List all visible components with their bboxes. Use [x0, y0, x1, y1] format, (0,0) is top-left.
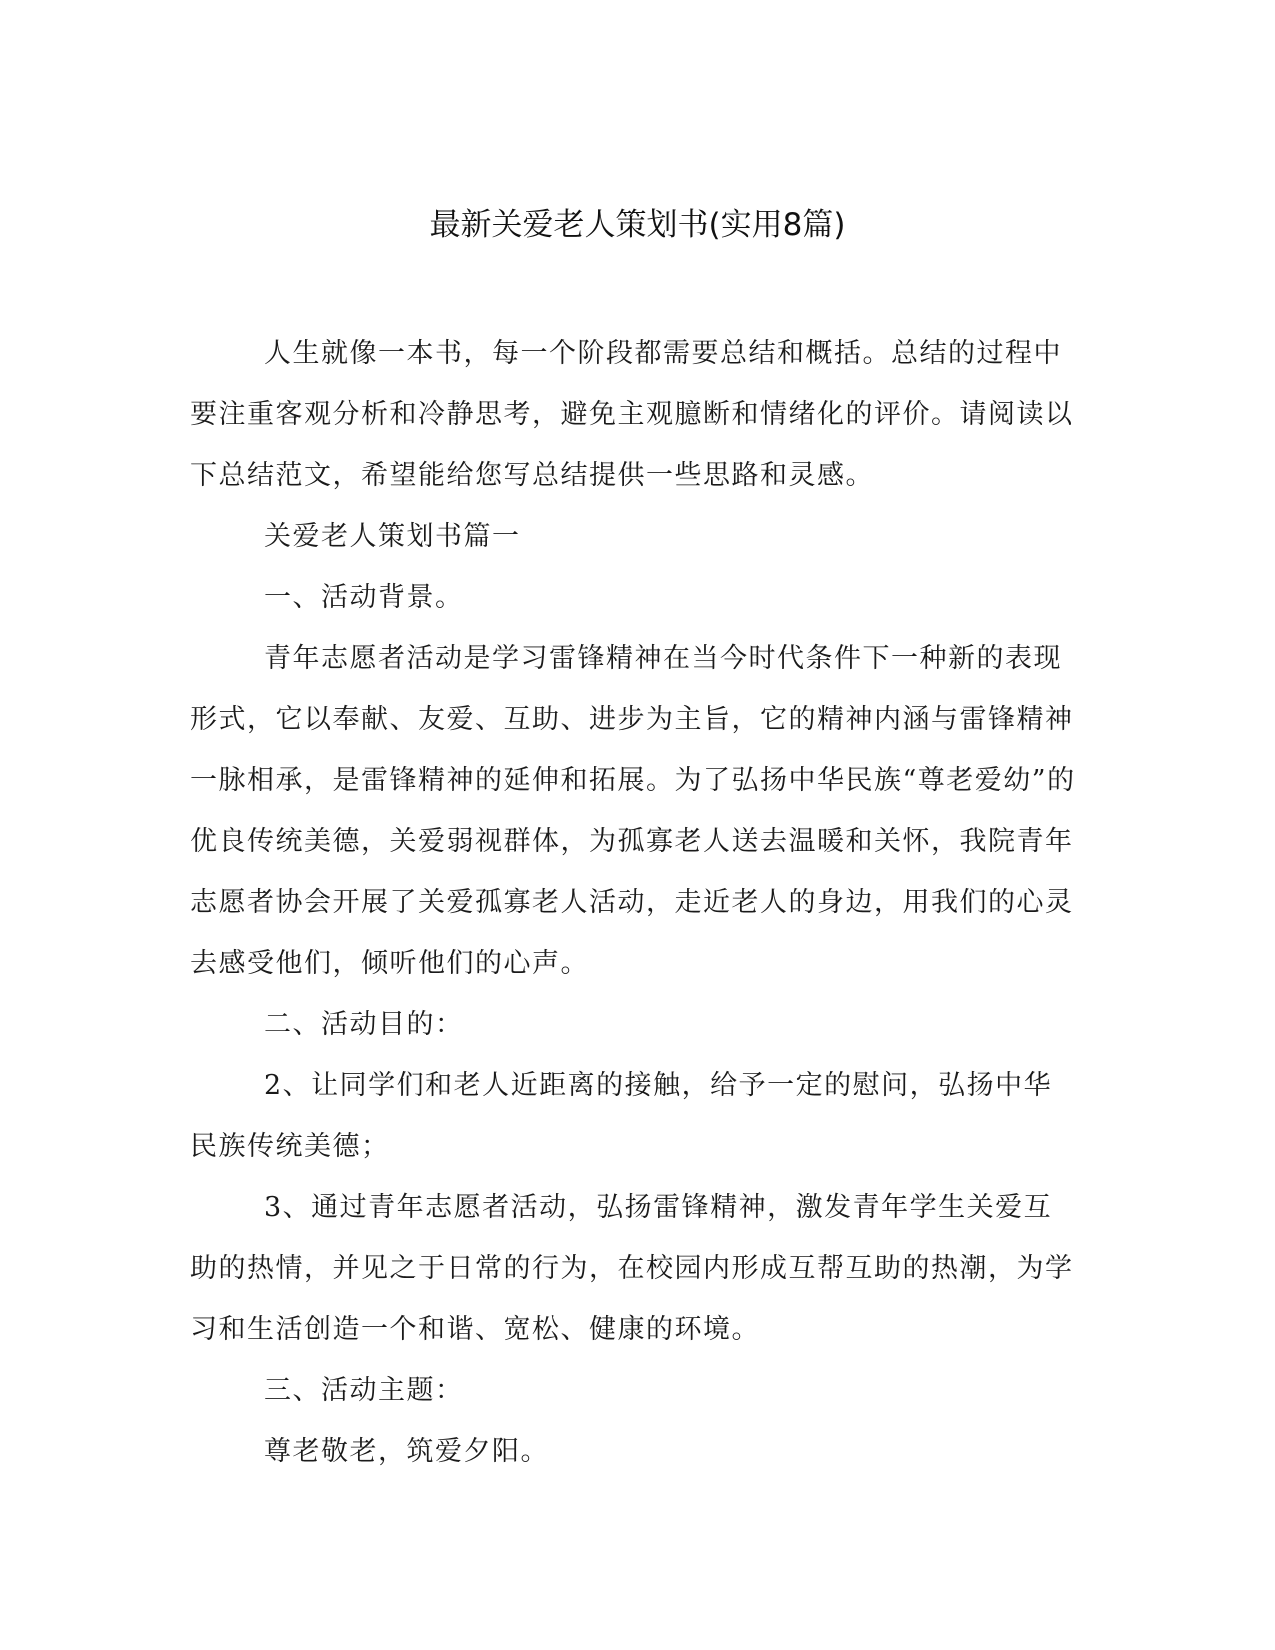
heading-activity-purpose: 二、活动目的： — [264, 1009, 464, 1040]
background-paragraph: 青年志愿者活动是学习雷锋精神在当今时代条件下一种新的表现形式，它以奉献、友爱、互助、进步为主旨，它的精神内涵与雷锋精神一脉相承，是雷锋精神的延伸和拓展。为了弘扬中华民族“尊老爱幼”的优良传统美德，关爱弱视群体，为孤寡老人送去温暖和关怀，我院青年志愿者协会开展了关爱孤寡老人活动，走近老人的身边，用我们的心灵去感受他们，倾听他们的心声。 — [190, 643, 1076, 979]
document-title: 最新关爱老人策划书(实用8篇) — [429, 207, 846, 243]
purpose-item-2: 2、让同学们和老人近距离的接触，给予一定的慰问，弘扬中华民族传统美德； — [190, 1070, 1053, 1162]
section-heading-part-one: 关爱老人策划书篇一 — [264, 521, 521, 552]
heading-activity-theme: 三、活动主题： — [264, 1375, 464, 1406]
document-body — [190, 323, 1080, 1482]
intro-paragraph: 人生就像一本书，每一个阶段都需要总结和概括。总结的过程中要注重客观分析和冷静思考，避免主观臆断和情绪化的评价。请阅读以下总结范文，希望能给您写总结提供一些思路和灵感。 — [190, 338, 1074, 491]
heading-activity-background: 一、活动背景。 — [264, 582, 464, 613]
purpose-item-3: 3、通过青年志愿者活动，弘扬雷锋精神，激发青年学生关爱互助的热情，并见之于日常的行为，在校园内形成互帮互助的热潮，为学习和生活创造一个和谐、宽松、健康的环境。 — [190, 1192, 1074, 1345]
theme-text: 尊老敬老，筑爱夕阳。 — [264, 1436, 549, 1467]
